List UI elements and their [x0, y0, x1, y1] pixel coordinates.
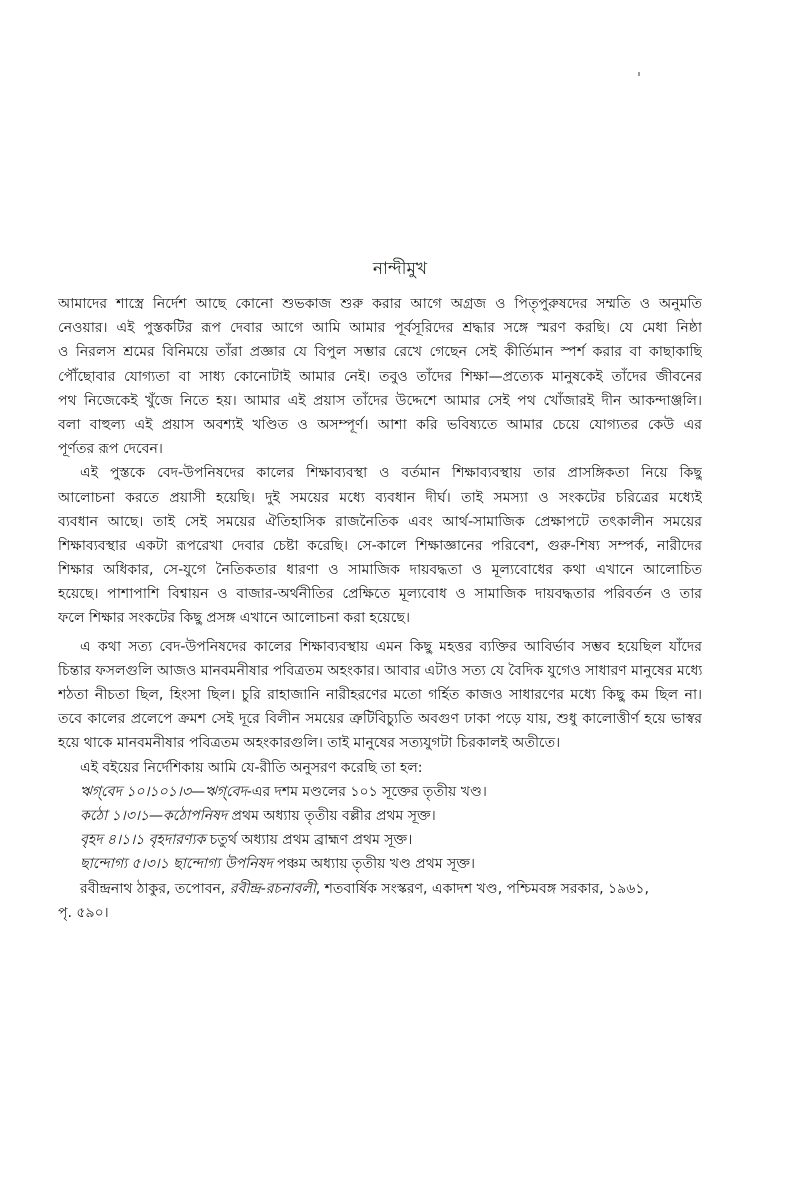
text-line: বলা বাহুল্য এই প্রয়াস অবশ্যই খণ্ডিত ও অসম্পূর্ণ। আশা করি ভবিষ্যতে আমার চেয়ে যোগ্যতর কেউ এর [58, 416, 702, 433]
notes-intro: এই বইয়ের নির্দেশিকায় আমি যে-রীতি অনুসরণ করেছি তা হল: [80, 759, 423, 776]
note-ref: বৃহদ ৪।১।১ [80, 832, 145, 849]
text-line: এই পুস্তকে বেদ-উপনিষদের কালের শিক্ষাব্যবস্থা ও বর্তমান শিক্ষাব্যবস্থায় তার প্রাসঙ্গিকতা নিয়ে কিছু [80, 465, 702, 482]
note-sep: — [190, 783, 205, 800]
text-line: তবে কালের প্রলেপে ক্রমশ সেই দূরে বিলীন সময়ের ত্রুটিবিচ্যুতি অবগুণ ঢাকা পড়ে যায়, শুধু কালোত্তীর্ণ হয়ে ভাস্বর [58, 711, 702, 728]
citation-rest: , শতবার্ষিক সংস্করণ, একাদশ খণ্ড, পশ্চিমবঙ্গ সরকার, ১৯৬১, [315, 880, 649, 897]
reference-notes [58, 756, 702, 925]
note-brihad [58, 828, 702, 852]
note-sep: — [148, 807, 163, 824]
note-ref: কঠো ১।৩।১ [80, 807, 149, 824]
text-line: শঠতা নীচতা ছিল, হিংসা ছিল। চুরি রাহাজানি নারীহরণের মতো গর্হিত কাজও সাধারণের মধ্যে কিছু কম ছিল না। [58, 687, 702, 703]
note-work: ছান্দোগ্য উপনিষদ [173, 856, 273, 873]
citation-page: পৃ. ৫৯০। [58, 904, 109, 921]
text-line: ব্যবধান আছে। তাই সেই সময়ের ঐতিহাসিক রাজনৈতিক এবং আর্থ-সামাজিক প্রেক্ষাপটে তৎকালীন সময়ের [58, 513, 702, 530]
text-line: নেওয়ার। এই পুস্তকটির রূপ দেবার আগে আমি আমার পূর্বসূরিদের শ্রদ্ধার সঙ্গে স্মরণ করছি। যে মেধা নিষ্ঠা [58, 320, 702, 337]
text-line: আলোচনা করতে প্রয়াসী হয়েছি। দুই সময়ের মধ্যে ব্যবধান দীর্ঘ। তাই সমস্যা ও সংকটের চরিত্রের মধ্যেই [58, 489, 702, 506]
citation-work: রবীন্দ্র-রচনাবলী [229, 880, 316, 897]
text-line: পৌঁছোবার যোগ্যতা বা সাধ্য কোনোটাই আমার নেই। তবুও তাঁদের শিক্ষা—প্রত্যেক মানুষকেই তাঁদের জীবনের [58, 368, 702, 385]
scan-speck [638, 72, 640, 76]
paragraph-2 [58, 461, 702, 630]
citation-author: রবীন্দ্রনাথ ঠাকুর, তপোবন, [80, 880, 230, 897]
text-line: এ কথা সত্য বেদ-উপনিষদের কালের শিক্ষাব্যবস্থায় এমন কিছু মহত্তর ব্যক্তির আবির্ভাব সম্ভব হয়েছিল যাঁদের [80, 638, 702, 655]
note-rest: পঞ্চম অধ্যায় তৃতীয় খণ্ড প্রথম সূক্ত। [272, 856, 475, 873]
note-rest: প্রথম অধ্যায় তৃতীয় বল্লীর প্রথম সূক্ত। [227, 807, 436, 824]
note-work: কঠোপনিষদ [162, 807, 228, 824]
note-work: ঋগ্‌বেদ [204, 783, 247, 800]
note-rest: -এর দশম মণ্ডলের ১০১ সূক্তের তৃতীয় খণ্ড। [246, 783, 487, 800]
note-rigveda [58, 780, 702, 804]
paragraph-3 [58, 635, 702, 756]
text-line: আমাদের শাস্ত্রে নির্দেশ আছে কোনো শুভকাজ শুরু করার আগে অগ্রজ ও পিতৃপুরুষদের সম্মতি ও অনুমতি [58, 296, 702, 312]
note-chandogya [58, 852, 702, 876]
text-line: পূর্ণতর রূপ দেবেন। [58, 441, 163, 458]
text-line: ফলে শিক্ষার সংকটের কিছু প্রসঙ্গ এখানে আলোচনা করা হয়েছে। [58, 610, 410, 627]
text-line: শিক্ষার অধিকার, সে-যুগে নৈতিকতার ধারণা ও সামাজিক দায়বদ্ধতা ও মূল্যবোধের কথা এখানে আলোচিত [58, 562, 702, 579]
text-line: ও নিরলস শ্রমের বিনিময়ে তাঁরা প্রজ্ঞার যে বিপুল সম্ভার রেখে গেছেন সেই কীর্তিমান স্পর্শ করার বা কাছাকাছি [58, 344, 702, 361]
text-line: পথ নিজেকেই খুঁজে নিতে হয়। আমার এই প্রয়াস তাঁদের উদ্দেশে আমার সেই পথ খোঁজারই দীন আকন্দাঞ্জলি। [58, 392, 702, 409]
citation [58, 877, 702, 901]
text-line: হয়ে থাকে মানবমনীষার পবিত্রতম অহংকারগুলি। তাই মানুষের সত্যযুগটা চিরকালই অতীতে। [58, 735, 561, 752]
text-line: হয়েছে। পাশাপাশি বিশ্বায়ন ও বাজার-অর্থনীতির প্রেক্ষিতে মূল্যবোধ ও সামাজিক দায়বদ্ধতার পরিবর্তন ও তার [58, 586, 702, 603]
text-line: শিক্ষাব্যবস্থার একটা রূপরেখা দেবার চেষ্টা করেছি। সে-কালে শিক্ষাজ্ঞানের পরিবেশ, গুরু-শিষ্য সম্পর্ক, নারীদের [58, 537, 702, 554]
document-body [58, 292, 702, 925]
note-ref: ছান্দোগ্য ৫।৩।১ [80, 856, 169, 873]
note-ref: ঋগ্‌বেদ ১০।১০১।৩ [80, 783, 191, 800]
text-line: চিন্তার ফসলগুলি আজও মানবমনীষার পবিত্রতম অহংকার। আবার এটাও সত্য যে বৈদিক যুগেও সাধারণ মানুষের মধ্যে [58, 662, 702, 679]
note-katha [58, 804, 702, 828]
note-rest: চতুর্থ অধ্যায় প্রথম ব্রাহ্মণ প্রথম সূক্ত। [205, 832, 413, 849]
page-title: নান্দীমুখ [372, 259, 428, 279]
paragraph-1 [58, 292, 702, 461]
note-work: বৃহদারণ্যক [148, 832, 206, 849]
